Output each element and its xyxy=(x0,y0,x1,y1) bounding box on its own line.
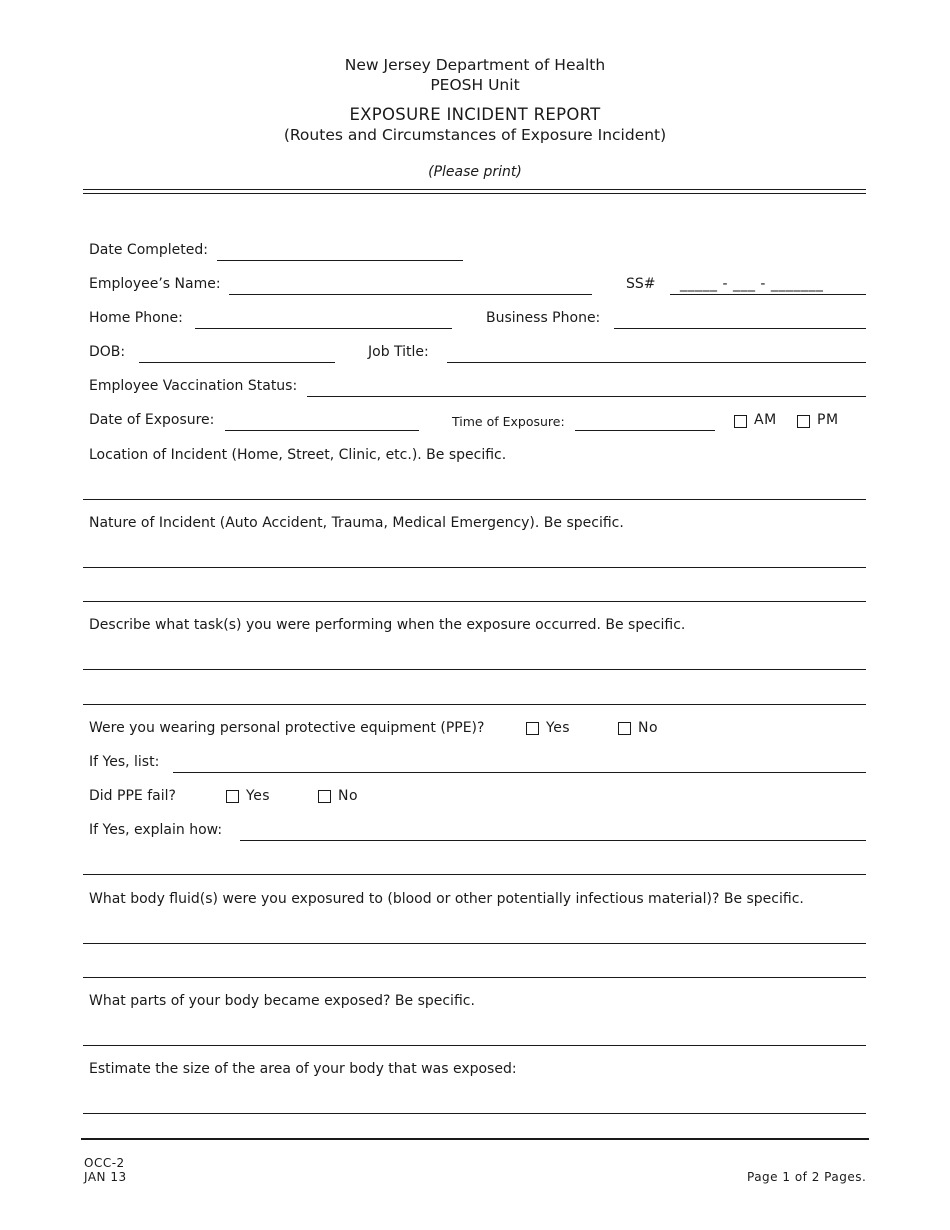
ppe-fail-question: Did PPE fail? xyxy=(89,788,176,804)
nature-question: Nature of Incident (Auto Accident, Trauma, Medical Emergency). Be specific. xyxy=(89,515,624,531)
job-title-label: Job Title: xyxy=(368,344,429,360)
body-fluid-question: What body fluid(s) were you exposured to (blood or other potentially infectious material)? Be specific. xyxy=(89,891,804,907)
ppe-fail-no-checkbox[interactable] xyxy=(318,790,331,803)
date-of-exposure-field[interactable] xyxy=(225,430,419,431)
footer-divider xyxy=(81,1138,869,1140)
pm-checkbox[interactable] xyxy=(797,415,810,428)
business-phone-field[interactable] xyxy=(614,328,866,329)
ppe-no-checkbox[interactable] xyxy=(618,722,631,735)
am-checkbox[interactable] xyxy=(734,415,747,428)
page-number: Page 1 of 2 Pages. xyxy=(747,1170,867,1184)
print-instruction: (Please print) xyxy=(428,164,522,180)
ppe-fail-no-label: No xyxy=(338,788,359,804)
dob-field[interactable] xyxy=(139,362,335,363)
time-of-exposure-label: Time of Exposure: xyxy=(452,414,565,429)
am-label: AM xyxy=(754,412,777,428)
home-phone-field[interactable] xyxy=(195,328,452,329)
dob-label: DOB: xyxy=(89,344,126,360)
form-date: JAN 13 xyxy=(84,1170,127,1184)
time-of-exposure-field[interactable] xyxy=(575,430,715,431)
body-parts-question: What parts of your body became exposed? Be specific. xyxy=(89,993,475,1009)
body-parts-answer-line[interactable] xyxy=(83,1045,866,1046)
form-subtitle: (Routes and Circumstances of Exposure Incident) xyxy=(283,126,667,144)
body-fluid-answer-line-1[interactable] xyxy=(83,943,866,944)
header-divider-top xyxy=(83,189,866,190)
employee-name-field[interactable] xyxy=(229,294,592,295)
vaccination-status-field[interactable] xyxy=(307,396,866,397)
task-answer-line-1[interactable] xyxy=(83,669,866,670)
task-question: Describe what task(s) you were performing when the exposure occurred. Be specific. xyxy=(89,617,686,633)
location-answer-line[interactable] xyxy=(83,499,866,500)
ppe-question: Were you wearing personal protective equipment (PPE)? xyxy=(89,720,485,736)
ss-field-underline xyxy=(670,294,866,295)
header-divider-bottom xyxy=(83,193,866,194)
business-phone-label: Business Phone: xyxy=(486,310,601,326)
ppe-section-divider xyxy=(83,874,866,875)
nature-answer-line-2[interactable] xyxy=(83,601,866,602)
vaccination-status-label: Employee Vaccination Status: xyxy=(89,378,298,394)
ppe-fail-yes-checkbox[interactable] xyxy=(226,790,239,803)
area-size-question: Estimate the size of the area of your body that was exposed: xyxy=(89,1061,517,1077)
date-completed-field[interactable] xyxy=(217,260,463,261)
form-code: OCC-2 xyxy=(84,1156,125,1170)
employee-name-label: Employee’s Name: xyxy=(89,276,221,292)
date-completed-label: Date Completed: xyxy=(89,242,208,258)
task-answer-line-2[interactable] xyxy=(83,704,866,705)
ppe-yes-checkbox[interactable] xyxy=(526,722,539,735)
ss-label: SS# xyxy=(626,276,656,292)
unit-name: PEOSH Unit xyxy=(430,76,520,94)
ppe-yes-label: Yes xyxy=(546,720,571,736)
if-yes-list-label: If Yes, list: xyxy=(89,754,160,770)
form-title: EXPOSURE INCIDENT REPORT xyxy=(349,105,601,124)
pm-label: PM xyxy=(817,412,839,428)
if-yes-explain-label: If Yes, explain how: xyxy=(89,822,223,838)
nature-answer-line-1[interactable] xyxy=(83,567,866,568)
department-name: New Jersey Department of Health xyxy=(344,56,606,74)
ppe-no-label: No xyxy=(638,720,659,736)
ppe-fail-yes-label: Yes xyxy=(246,788,271,804)
location-question: Location of Incident (Home, Street, Clinic, etc.). Be specific. xyxy=(89,447,507,463)
ppe-fail-explain-field[interactable] xyxy=(240,840,866,841)
body-fluid-answer-line-2[interactable] xyxy=(83,977,866,978)
home-phone-label: Home Phone: xyxy=(89,310,183,326)
job-title-field[interactable] xyxy=(447,362,866,363)
date-of-exposure-label: Date of Exposure: xyxy=(89,412,215,428)
ppe-list-field[interactable] xyxy=(173,772,866,773)
ss-field[interactable]: _____ - ___ - _______ xyxy=(680,276,824,292)
area-size-answer-line[interactable] xyxy=(83,1113,866,1114)
